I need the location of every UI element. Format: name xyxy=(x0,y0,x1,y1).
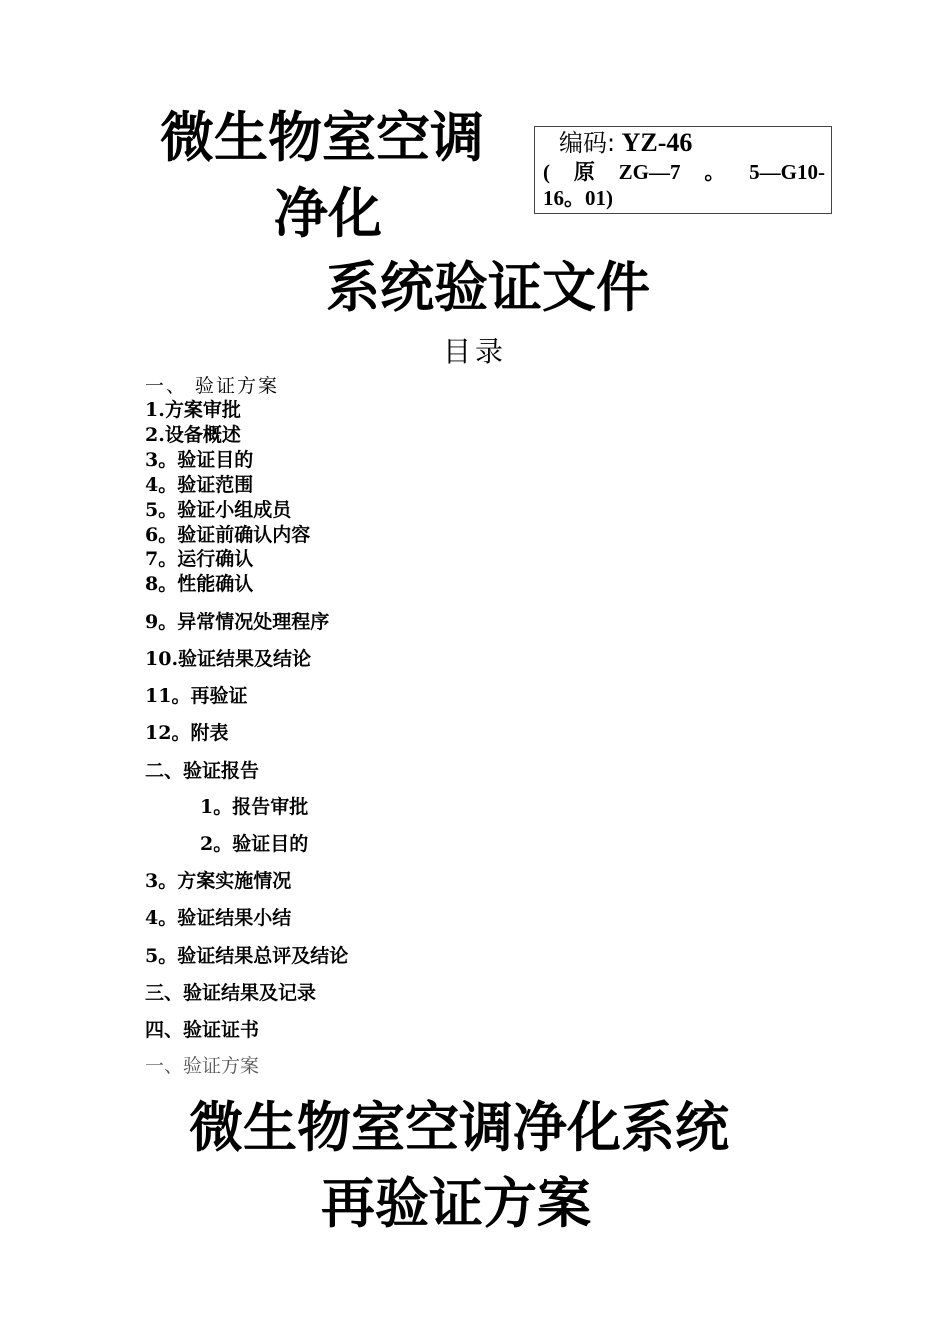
toc-section-certificate: 四、验证证书 xyxy=(145,1019,260,1041)
toc-item: 12。附表 xyxy=(145,722,229,744)
toc-section-report: 二、验证报告 xyxy=(145,760,260,782)
code-label: 编码: xyxy=(559,129,616,157)
toc-item: 10.验证结果及结论 xyxy=(145,648,312,670)
toc-item: 6。验证前确认内容 xyxy=(145,524,311,546)
toc-item: 5。验证小组成员 xyxy=(145,499,292,521)
toc-section-records: 三、验证结果及记录 xyxy=(145,982,317,1004)
toc-section-plan: 一、 验证方案 xyxy=(145,375,280,397)
code-value: YZ-46 xyxy=(621,128,693,157)
code-line xyxy=(543,127,825,159)
main-title-line2: 再验证方案 xyxy=(321,1172,591,1235)
toc-item: 5。验证结果总评及结论 xyxy=(145,945,349,967)
main-title-line1: 微生物室空调净化系统 xyxy=(189,1096,729,1159)
orig-part: ( xyxy=(543,160,550,184)
orig-part: 。 xyxy=(704,160,726,184)
toc-item: 4。验证结果小结 xyxy=(145,907,292,929)
toc-item: 2.设备概述 xyxy=(145,424,241,446)
toc-item: 8。性能确认 xyxy=(145,573,254,595)
toc-item: 4。验证范围 xyxy=(145,474,254,496)
toc-item: 1.方案审批 xyxy=(145,399,241,421)
toc-item: 1。报告审批 xyxy=(200,796,309,818)
doc-title-line2: 净化 xyxy=(274,182,382,245)
toc-heading: 目录 xyxy=(442,335,507,368)
orig-part: 5—G10- xyxy=(749,160,825,184)
toc-item: 7。运行确认 xyxy=(145,548,254,570)
doc-title-line1: 微生物室空调 xyxy=(160,106,484,169)
toc-item: 9。异常情况处理程序 xyxy=(145,611,330,633)
original-code-tail: 16。01) xyxy=(543,186,613,210)
original-code-line xyxy=(543,159,825,185)
orig-part: 原 xyxy=(573,159,595,184)
toc-item: 3。验证目的 xyxy=(145,449,254,471)
toc-item: 2。验证目的 xyxy=(200,833,309,855)
document-code-box xyxy=(534,126,832,214)
section-heading-plan: 一、验证方案 xyxy=(145,1055,260,1077)
toc-item: 11。再验证 xyxy=(145,685,248,707)
doc-title-line3: 系统验证文件 xyxy=(326,256,650,319)
toc-item: 3。方案实施情况 xyxy=(145,870,292,892)
orig-part: ZG—7 xyxy=(618,160,681,184)
